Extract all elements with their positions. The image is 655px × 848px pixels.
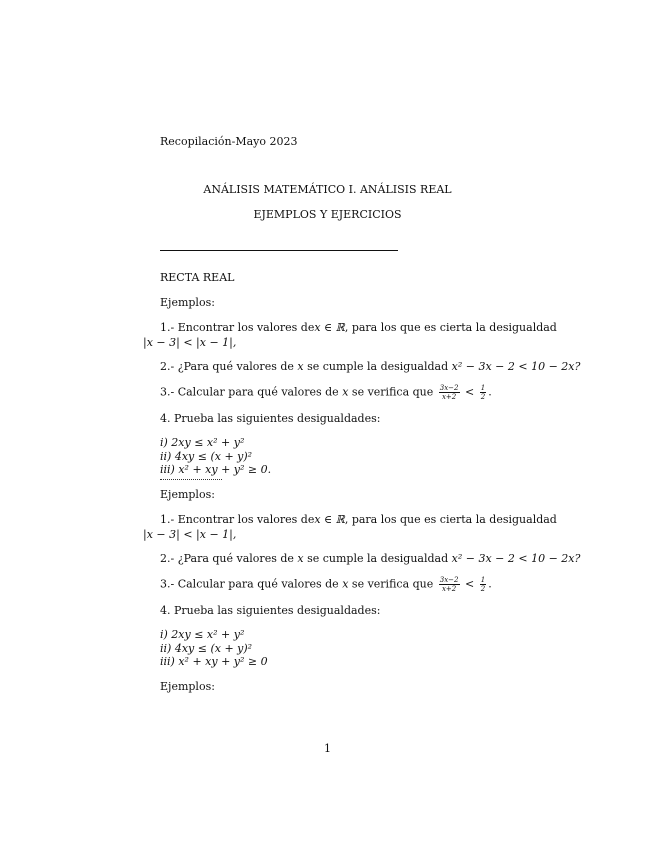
document-title: ANÁLISIS MATEMÁTICO I. ANÁLISIS REAL	[203, 183, 452, 196]
exercise-1-repeat-math: x ∈ ℝ	[314, 513, 345, 526]
exercise-2-repeat-text-b: se cumple la desigualdad	[307, 552, 449, 565]
exercise-3-repeat-lt: <	[465, 577, 475, 591]
exercise-1-text-a: 1.- Encontrar los valores de	[160, 321, 315, 334]
document-subtitle: EJEMPLOS Y EJERCICIOS	[253, 208, 402, 221]
exercise-3-var: x	[342, 385, 349, 399]
exercise-3-repeat-text-a: 3.- Calcular para qué valores de	[160, 577, 339, 591]
exercise-3-repeat-half: $\frac{1}{2}$	[480, 576, 486, 593]
dotted-separator	[160, 479, 222, 480]
section-heading: RECTA REAL	[160, 271, 235, 284]
inequality-iii-repeat: iii) x² + xy + y² ≥ 0	[160, 655, 268, 668]
exercise-3-repeat-text-b: se verifica que	[351, 577, 434, 591]
exercise-2-repeat-math: x² − 3x − 2 < 10 − 2x?	[451, 552, 581, 565]
examples-label-3: Ejemplos:	[160, 680, 215, 693]
exercise-1	[160, 321, 557, 334]
exercise-3-repeat-var: x	[342, 577, 349, 591]
exercise-3: 3.- Calcular para qué valores de x se verifica que $\frac{3x-2}{x+2}$ < $\frac{1}{2}$ .	[160, 384, 492, 401]
inequality-ii: ii) 4xy ≤ (x + y)²	[160, 450, 253, 463]
exercise-3-repeat-fraction: $\frac{3x-2}{x+2}$	[439, 576, 459, 593]
exercise-4-repeat: 4. Prueba las siguientes desigualdades:	[160, 604, 381, 617]
exercise-1-math: x ∈ ℝ	[314, 321, 345, 334]
exercise-3-lt: <	[465, 385, 475, 399]
exercise-1-inequality: |x − 3| < |x − 1|,	[143, 336, 237, 349]
exercise-1-repeat-text-a: 1.- Encontrar los valores de	[160, 513, 315, 526]
inequality-i-repeat: i) 2xy ≤ x² + y²	[160, 628, 245, 641]
exercise-2	[160, 360, 580, 373]
exercise-4: 4. Prueba las siguientes desigualdades:	[160, 412, 381, 425]
examples-label-2: Ejemplos:	[160, 488, 215, 501]
exercise-3-text-b: se verifica que	[351, 385, 434, 399]
exercise-2-repeat-text-a: 2.- ¿Para qué valores de	[160, 552, 294, 565]
compilation-date: Recopilación-Mayo 2023	[160, 135, 298, 148]
exercise-2-text-b: se cumple la desigualdad	[307, 360, 449, 373]
exercise-3-text-a: 3.- Calcular para qué valores de	[160, 385, 339, 399]
inequality-i: i) 2xy ≤ x² + y²	[160, 436, 245, 449]
exercise-2-repeat-var: x	[297, 552, 304, 565]
exercise-2-repeat	[160, 552, 580, 565]
page-number: 1	[324, 742, 331, 755]
exercise-3-repeat: 3.- Calcular para qué valores de x se verifica que $\frac{3x-2}{x+2}$ < $\frac{1}{2}$ .	[160, 576, 492, 593]
exercise-2-math: x² − 3x − 2 < 10 − 2x?	[451, 360, 581, 373]
exercise-1-repeat-text-b: , para los que es cierta la desigualdad	[344, 513, 557, 526]
examples-label: Ejemplos:	[160, 296, 215, 309]
exercise-2-var: x	[297, 360, 304, 373]
exercise-1-text-b: , para los que es cierta la desigualdad	[344, 321, 557, 334]
exercise-1-repeat-inequality: |x − 3| < |x − 1|,	[143, 528, 237, 541]
exercise-1-repeat	[160, 513, 557, 526]
exercise-3-half: $\frac{1}{2}$	[480, 384, 486, 401]
title-rule	[160, 250, 398, 251]
exercise-3-fraction: $\frac{3x-2}{x+2}$	[439, 384, 459, 401]
inequality-iii: iii) x² + xy + y² ≥ 0.	[160, 463, 272, 476]
exercise-2-text-a: 2.- ¿Para qué valores de	[160, 360, 294, 373]
inequality-ii-repeat: ii) 4xy ≤ (x + y)²	[160, 642, 253, 655]
